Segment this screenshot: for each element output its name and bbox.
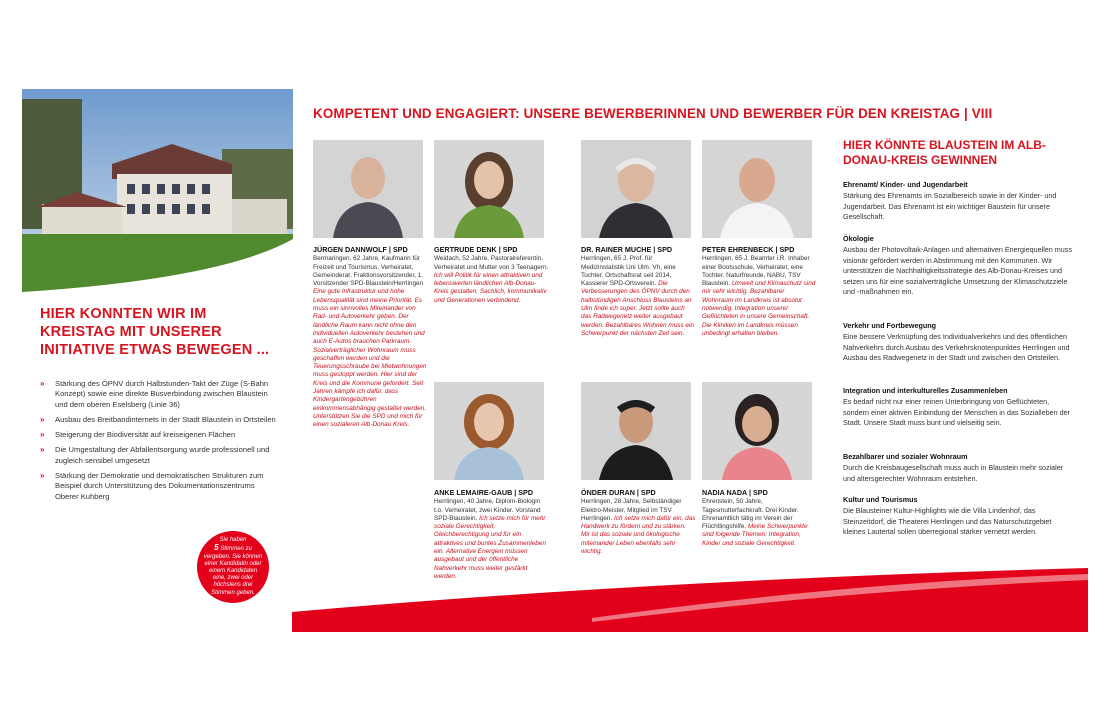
candidate-name: DR. RAINER MUCHE | SPD — [581, 245, 673, 254]
list-item: » Stärkung des ÖPNV durch Halbstunden-Takt der Züge (S-Bahn Konzept) sowie eine direkte Busverbindung zwischen Blaustein und dem oberen Eselsberg (Linie 36) — [40, 379, 269, 409]
topic-block — [843, 495, 1073, 538]
candidate-name: PETER EHRENBECK | SPD — [702, 245, 795, 254]
candidate-bio: Herrlingen, 65 J. Beamter i.R. Inhaber einer Bootsschule, Verheiratet, eine Tochter. Naturfreunde, NABU, TSV Blaustein. — [702, 255, 810, 288]
list-item: » Steigerung der Biodiversität auf kreiseigenen Flächen — [40, 430, 236, 440]
candidate-bio: Herrlingen, 28 Jahre, Selbständiger Elektro-Meister, Mitglied im TSV Herrlingen. — [581, 498, 682, 522]
topic-title: Kultur und Tourismus — [843, 495, 918, 504]
votes-badge: Sie haben 5 Stimmen zu vergeben. Sie können einer Kandidatin oder einem Kandidaten eine, zwei oder höchstens drei Stimmen geben. — [197, 531, 269, 603]
topic-text: Es bedarf nicht nur einer reinen Unterbringung von Geflüchteten, sondern einer aktiven Einbindung der Menschen in das Sozialleben der Stadt. Unsere Stadt muss bunt und vielseitig sein. — [843, 397, 1070, 428]
candidate-photo — [434, 382, 544, 480]
candidate-quote: Ich will Politik für einen attraktiven und lebenswerten ländlichen Alb-Donau-Kreis gestalten. Sachlich, kommunikativ und Generationen verbindend. — [434, 271, 547, 304]
candidate-name: GERTRUDE DENK | SPD — [434, 245, 518, 254]
topic-text: Ausbau der Photovoltaik-Anlagen und alternativen Energiequellen muss visionär gefördert werden in Abstimmung mit den Kommunen. Wir unterstützen die Nachhaltigkeitsstrategie des Alb-Donau-Kreises und setzen uns für eine sozialverträgliche Umsetzung der Klimaschutzziele und -maßnahmen ein. — [843, 245, 1072, 297]
candidate-photo — [581, 140, 691, 238]
achievements-list — [40, 379, 280, 507]
topic-text: Eine bessere Verknüpfung des Individualverkehrs und des öffentlichen Nahverkehrs durch Ausbau des Verkehrsknotenpunktes Herrlingen und Ausbau des Radwegenetz in der Stadt und zwischen den Ortsteilen. — [843, 332, 1070, 363]
candidate-quote: Eine gute Infrastruktur und hohe Lebensqualität sind meine Priorität. Es muss ein sinnvolles Miteinander von Rad- und Autoverkehr geben. Der ländliche Raum kann nicht ohne den individuellen Autoverkehr bestehen und auch E-Autos brauchen Parkraum. Sozialverträglicher Wohnraum muss geschaffen werden und die Teuerungsschraube bei Mietwohnungen muss gestoppt werden. Hier sind der Kreis und die Kommune gefordert. Seit Jahren kämpfe ich dafür, dass Kindergartengebühren einkommensabhängig gestaltet werden. Unterstützen Sie die SPD und mich für einen sozialeren Alb-Donau Kreis. — [313, 288, 427, 429]
topic-title: Verkehr und Fortbewegung — [843, 321, 937, 330]
candidate-name: NADIA NADA | SPD — [702, 488, 768, 497]
topic-title: Ökologie — [843, 234, 874, 243]
list-item: » Stärkung der Demokratie und demokratischen Strukturen zum Beispiel durch Unterstützung des Dokumentationszentrums Oberer Kuhberg — [40, 471, 264, 501]
chevron-right-icon: » — [40, 471, 45, 481]
topic-block — [843, 386, 1073, 429]
list-item: » Ausbau des Breitbandinternets in der Stadt Blaustein in Ortsteilen — [40, 414, 276, 424]
candidate-bio: Bermaringen, 62 Jahre, Kaufmann für Freizeit und Tourismus, Verheiratet, Gemeinderat, Fraktionsvorsitzender, 1. Vorsitzender SPD-Blaustein/Herrlingen — [313, 255, 424, 288]
chevron-right-icon: » — [40, 379, 45, 388]
topic-title: Bezahlbarer und sozialer Wohnraum — [843, 452, 968, 461]
topic-text: Die Blausteiner Kultur-Highlights wie die Villa Lindenhof, das Steinzeitdorf, die Theaterei Herrlingen und das Naturschutzgebiet kleines Lautertal sollen überregional stärker vernetzt werden. — [843, 506, 1052, 537]
candidate-name: ANKE LEMAIRE-GAUB | SPD — [434, 488, 534, 497]
candidate-bio: Ehrenstein, 50 Jahre, Tagesmutterfachkraft. Drei Kinder. Ehrenamtlich tätig im Verein der Flüchtlingshilfe. — [702, 498, 799, 531]
villa-photo — [22, 89, 293, 292]
candidate-bio: Herrlingen, 40 Jahre, Diplom-Biologin t.o. Verheiratet, zwei Kinder. Vorstand SPD-Blaustein. — [434, 498, 541, 522]
candidate-name: ÖNDER DURAN | SPD — [581, 488, 656, 497]
topic-title: Integration und interkulturelles Zusammenleben — [843, 386, 1008, 395]
candidate-quote: Ich setze mich dafür ein, das Handwerk zu fördern und zu stärken. Mir ist das soziale und ökologische miteinander Leben ebenfalls sehr wichtig. — [581, 514, 696, 556]
candidate-quote: Die Verbesserungen des ÖPNV durch den halbstündigen Anschluss Blausteins an Ulm finde ich super. Jetzt sollte auch das Radwegenetz weiter ausgebaut werden. Bezahlbares Wohnen muss ein Schwerpunkt der nächsten Zeit sein. — [581, 280, 694, 337]
candidate-photo — [581, 382, 691, 480]
candidate-card — [434, 246, 549, 305]
candidate-name: JÜRGEN DANNWOLF | SPD — [313, 245, 408, 254]
candidate-card — [702, 246, 817, 338]
candidate-card — [313, 246, 429, 430]
candidate-card — [581, 246, 696, 338]
topic-block — [843, 180, 1073, 223]
candidate-card — [581, 489, 696, 556]
candidate-bio: Weidach, 52 Jahre, Pastoralreferentin, Verheiratet und Mutter von 3 Teenagern. — [434, 255, 549, 271]
chevron-right-icon: » — [40, 430, 45, 440]
chevron-right-icon: » — [40, 445, 45, 455]
topic-block — [843, 234, 1073, 297]
list-item: » Die Umgestaltung der Abfallentsorgung wurde professionell und zugleich sensibel umgesetzt — [40, 445, 270, 465]
topic-block — [843, 452, 1073, 484]
topic-text: Stärkung des Ehrenamts im Sozialbereich sowie in der Kinder- und Jugendarbeit. Das Ehrenamt ist ein wichtiger Baustein für unsere Gesellschaft. — [843, 191, 1057, 222]
candidate-photo — [702, 140, 812, 238]
right-headline: HIER KÖNNTE BLAUSTEIN IM ALB-DONAU-KREIS GEWINNEN — [843, 138, 1046, 167]
candidate-quote: Umwelt und Klimaschutz sind mir sehr wichtig. Bezahlbarer Wohnraum im Landkreis ist absolut notwendig. Integration unserer Geflüchteten in unsere Gemeinschaft. Die Kliniken im Landkreis müssen unbedingt erhalten bleiben. — [702, 280, 816, 337]
topic-text: Durch die Kreisbaugesellschaft muss auch in Blaustein mehr sozialer und altersgerechter Wohnraum entstehen. — [843, 463, 1064, 483]
red-swoosh-decoration — [292, 560, 1088, 637]
topic-title: Ehrenamt/ Kinder- und Jugendarbeit — [843, 180, 968, 189]
left-headline: HIER KONNTEN WIR IM KREISTAG MIT UNSERER INITIATIVE ETWAS BEWEGEN ... — [40, 306, 270, 358]
topic-block — [843, 321, 1073, 364]
candidate-bio: Herrlingen, 65 J. Prof. für Medizinstatistik Uni Ulm. Vh, eine Tochter. Ortschaftsrat seit 2014, Kassierer SPD-Ortsverein. — [581, 255, 676, 288]
candidate-quote: Ich setze mich für mehr soziale Gerechtigkeit, Gleichberechtigung und für ein attraktives und buntes Zusammenleben ein. Alternative Energien müssen ausgebaut und der öffentliche Nahverkehr muss weiter gestärkt werden. — [434, 514, 546, 580]
candidate-photo — [313, 140, 423, 238]
chevron-right-icon: » — [40, 414, 45, 424]
candidate-photo — [434, 140, 544, 238]
candidates-headline: KOMPETENT UND ENGAGIERT: UNSERE BEWERBERINNEN UND BEWERBER FÜR DEN KREISTAG | VIII — [313, 106, 993, 121]
candidate-photo — [702, 382, 812, 480]
candidate-quote: Meine Schwerpunkte sind folgende Themen: Integration, Kinder und soziale Gerechtigkeit. — [702, 523, 808, 547]
candidate-card — [702, 489, 817, 548]
